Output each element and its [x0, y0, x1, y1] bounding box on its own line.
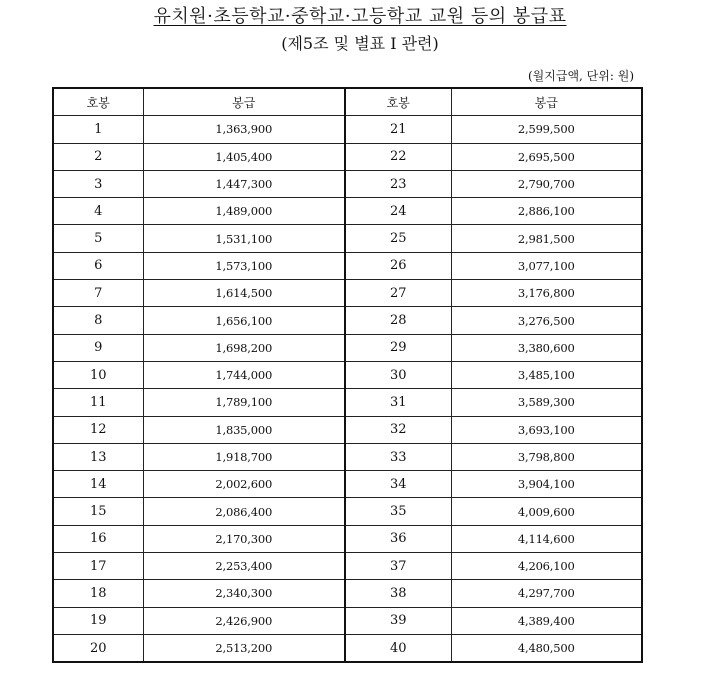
- cell-pay-left: 1,656,100: [143, 307, 345, 334]
- table-row: [53, 307, 642, 334]
- cell-pay-left: 1,573,100: [143, 252, 345, 279]
- cell-grade-right: 33: [345, 443, 451, 470]
- table-row: [53, 143, 642, 170]
- cell-pay-left: 1,531,100: [143, 225, 345, 252]
- cell-pay-left: 1,918,700: [143, 443, 345, 470]
- cell-grade-right: 40: [345, 634, 451, 662]
- cell-grade-left: 14: [53, 471, 143, 498]
- cell-grade-left: 19: [53, 607, 143, 634]
- header-grade-right: 호봉: [345, 88, 451, 116]
- cell-grade-right: 29: [345, 334, 451, 361]
- table-row: [53, 280, 642, 307]
- cell-pay-left: 1,744,000: [143, 361, 345, 388]
- cell-pay-left: 1,614,500: [143, 280, 345, 307]
- cell-pay-right: 3,176,800: [451, 280, 642, 307]
- cell-pay-left: 1,489,000: [143, 198, 345, 225]
- cell-grade-left: 12: [53, 416, 143, 443]
- cell-pay-left: 1,698,200: [143, 334, 345, 361]
- cell-pay-left: 2,340,300: [143, 580, 345, 607]
- cell-pay-right: 4,009,600: [451, 498, 642, 525]
- cell-grade-left: 7: [53, 280, 143, 307]
- cell-grade-right: 30: [345, 361, 451, 388]
- table-row: [53, 225, 642, 252]
- cell-grade-right: 32: [345, 416, 451, 443]
- cell-pay-right: 4,480,500: [451, 634, 642, 662]
- cell-grade-left: 15: [53, 498, 143, 525]
- cell-grade-left: 9: [53, 334, 143, 361]
- cell-pay-right: 2,695,500: [451, 143, 642, 170]
- header-pay-left: 봉급: [143, 88, 345, 116]
- table-row: [53, 198, 642, 225]
- cell-pay-right: 3,693,100: [451, 416, 642, 443]
- table-row: [53, 607, 642, 634]
- cell-pay-right: 3,380,600: [451, 334, 642, 361]
- cell-pay-right: 3,077,100: [451, 252, 642, 279]
- cell-grade-left: 2: [53, 143, 143, 170]
- cell-grade-right: 21: [345, 116, 451, 143]
- cell-pay-left: 2,253,400: [143, 553, 345, 580]
- cell-pay-right: 2,886,100: [451, 198, 642, 225]
- cell-grade-right: 25: [345, 225, 451, 252]
- header-pay-right: 봉급: [451, 88, 642, 116]
- document-subtitle: (제5조 및 별표 I 관련): [281, 34, 439, 53]
- cell-pay-right: 2,981,500: [451, 225, 642, 252]
- table-row: [53, 416, 642, 443]
- cell-grade-right: 31: [345, 389, 451, 416]
- cell-grade-right: 35: [345, 498, 451, 525]
- cell-pay-left: 1,835,000: [143, 416, 345, 443]
- cell-pay-right: 4,389,400: [451, 607, 642, 634]
- cell-pay-left: 2,086,400: [143, 498, 345, 525]
- cell-grade-left: 3: [53, 170, 143, 197]
- cell-grade-right: 39: [345, 607, 451, 634]
- table-row: [53, 252, 642, 279]
- cell-grade-right: 28: [345, 307, 451, 334]
- document-title-text: 유치원·초등학교·중학교·고등학교 교원 등의 봉급표: [153, 6, 567, 27]
- document-title: [0, 6, 720, 28]
- cell-pay-left: 1,789,100: [143, 389, 345, 416]
- cell-grade-right: 36: [345, 525, 451, 552]
- cell-grade-right: 37: [345, 553, 451, 580]
- cell-grade-right: 24: [345, 198, 451, 225]
- cell-grade-right: 27: [345, 280, 451, 307]
- cell-grade-left: 18: [53, 580, 143, 607]
- cell-pay-right: 4,297,700: [451, 580, 642, 607]
- cell-pay-left: 1,447,300: [143, 170, 345, 197]
- table-row: [53, 634, 642, 662]
- cell-grade-right: 26: [345, 252, 451, 279]
- cell-grade-left: 20: [53, 634, 143, 662]
- table-row: [53, 170, 642, 197]
- cell-pay-left: 2,426,900: [143, 607, 345, 634]
- cell-pay-left: 2,513,200: [143, 634, 345, 662]
- cell-grade-left: 4: [53, 198, 143, 225]
- table-row: [53, 443, 642, 470]
- table-row: [53, 580, 642, 607]
- table-row: [53, 116, 642, 143]
- cell-pay-right: 3,798,800: [451, 443, 642, 470]
- cell-pay-right: 3,485,100: [451, 361, 642, 388]
- cell-pay-left: 1,363,900: [143, 116, 345, 143]
- cell-grade-left: 1: [53, 116, 143, 143]
- table-row: [53, 498, 642, 525]
- cell-pay-right: 3,276,500: [451, 307, 642, 334]
- cell-pay-right: 3,904,100: [451, 471, 642, 498]
- table-row: [53, 361, 642, 388]
- table-header-row: [53, 88, 642, 116]
- cell-pay-right: 3,589,300: [451, 389, 642, 416]
- salary-table: [52, 87, 643, 663]
- cell-grade-left: 16: [53, 525, 143, 552]
- cell-pay-right: 4,206,100: [451, 553, 642, 580]
- table-row: [53, 553, 642, 580]
- cell-pay-right: 4,114,600: [451, 525, 642, 552]
- cell-grade-left: 5: [53, 225, 143, 252]
- cell-grade-left: 17: [53, 553, 143, 580]
- unit-note: (월지급액, 단위: 원): [528, 69, 634, 83]
- table-row: [53, 389, 642, 416]
- cell-pay-left: 1,405,400: [143, 143, 345, 170]
- table-body: [53, 116, 642, 662]
- cell-grade-left: 11: [53, 389, 143, 416]
- cell-grade-left: 6: [53, 252, 143, 279]
- cell-pay-right: 2,790,700: [451, 170, 642, 197]
- table-row: [53, 471, 642, 498]
- header-grade-left: 호봉: [53, 88, 143, 116]
- table-row: [53, 525, 642, 552]
- cell-pay-right: 2,599,500: [451, 116, 642, 143]
- cell-grade-left: 13: [53, 443, 143, 470]
- cell-grade-right: 23: [345, 170, 451, 197]
- cell-grade-left: 10: [53, 361, 143, 388]
- cell-pay-left: 2,170,300: [143, 525, 345, 552]
- cell-grade-right: 22: [345, 143, 451, 170]
- cell-grade-left: 8: [53, 307, 143, 334]
- cell-grade-right: 34: [345, 471, 451, 498]
- cell-grade-right: 38: [345, 580, 451, 607]
- cell-pay-left: 2,002,600: [143, 471, 345, 498]
- table-row: [53, 334, 642, 361]
